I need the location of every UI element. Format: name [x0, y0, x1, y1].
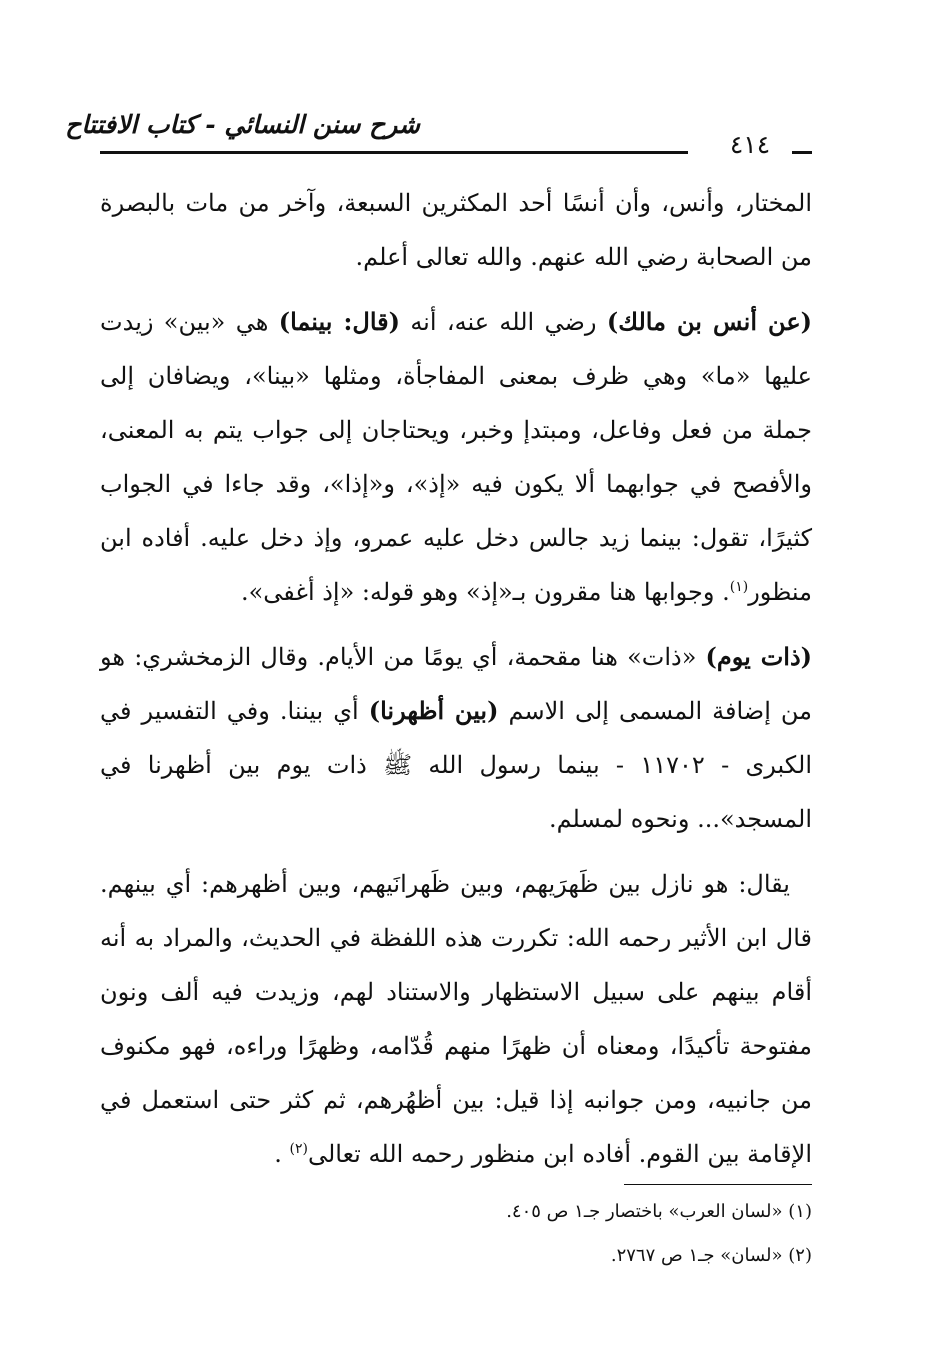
page-number-dash [792, 151, 812, 154]
text-segment: رضي الله عنه، أنه [399, 308, 607, 336]
paragraph [100, 176, 812, 284]
bold-lemma: (عن أنس بن مالك) [606, 307, 813, 336]
footnote-item: (٢) «لسان» جـ١ ص ٢٧٦٧. [610, 1245, 812, 1266]
bold-lemma: (ذات يوم) [705, 642, 812, 671]
paragraph [100, 295, 812, 619]
text-segment: «ذات» هنا مقحمة، أي يومًا من الأيام. وقال الزمخشري: هو من إضافة المسمى إلى الاسم [100, 643, 813, 725]
running-title: شرح سنن النسائي - كتاب الافتتاح [65, 110, 420, 139]
footnote-reference: (١) [729, 579, 749, 595]
text-segment: يقال: هو نازل بين ظَهرَيهم، وبين ظَهرانَيهم، وبين أظهرهم: أي بينهم. قال ابن الأثير رحمه الله: تكررت هذه اللفظة في الحديث، والمراد به أنه أقام بينهم على سبيل الاستظهار والاستناد لهم، وزيدت فيه ألف ونون مفتوحة تأكيدًا، ومعناه أن ظهرًا منهم قُدّامه، وظهرًا وراءه، فهو مكنوف من جانبيه، ومن جوانبه إذا قيل: بين أظهُرهم، ثم كثر حتى استعمل في الإقامة بين القوم. أفاده ابن منظور رحمه الله تعالى [100, 870, 812, 1168]
header-rule [100, 151, 688, 154]
text-segment: . [274, 1140, 290, 1168]
bold-lemma: (بين أظهرنا) [368, 696, 499, 725]
page-header [65, 110, 812, 160]
bold-lemma: (قال: بينما) [278, 307, 400, 336]
paragraph [100, 630, 812, 846]
footnote-separator [624, 1184, 812, 1185]
text-segment: المختار، وأنس، وأن أنسًا أحد المكثرين السبعة، وآخر من مات بالبصرة من الصحابة رضي الله عنهم. والله تعالى أعلم. [100, 189, 812, 271]
paragraph [100, 857, 812, 1181]
footnote-reference: (٢) [289, 1141, 308, 1157]
footnote-item: (١) «لسان العرب» باختصار جـ١ ص ٤٠٥. [506, 1201, 812, 1222]
text-segment: . وجوابها هنا مقرون بـ«إذ» وهو قوله: «إذ أغفى». [240, 578, 730, 606]
body-text [100, 176, 812, 1192]
footnotes [300, 1190, 812, 1278]
page-number: ٤١٤ [729, 130, 771, 159]
text-segment: هي «بين» زيدت عليها «ما» وهي ظرف بمعنى المفاجأة، ومثلها «بينا»، ويضافان إلى جملة من فعل وفاعل، ومبتدإ وخبر، ويحتاجان إلى جواب يتم به المعنى، والأفصح في جوابهما ألا يكون فيه «إذ»، و«إذا»، وقد جاءا في الجواب كثيرًا، تقول: بينما زيد جالس دخل عليه عمرو، وإذ دخل عليه. أفاده ابن منظور [100, 308, 813, 606]
text-segment: أي بيننا. وفي التفسير في الكبرى - ١١٧٠٢ - بينما رسول الله ﷺ ذات يوم بين أظهرنا في المسجد»... ونحوه لمسلم. [100, 697, 812, 833]
